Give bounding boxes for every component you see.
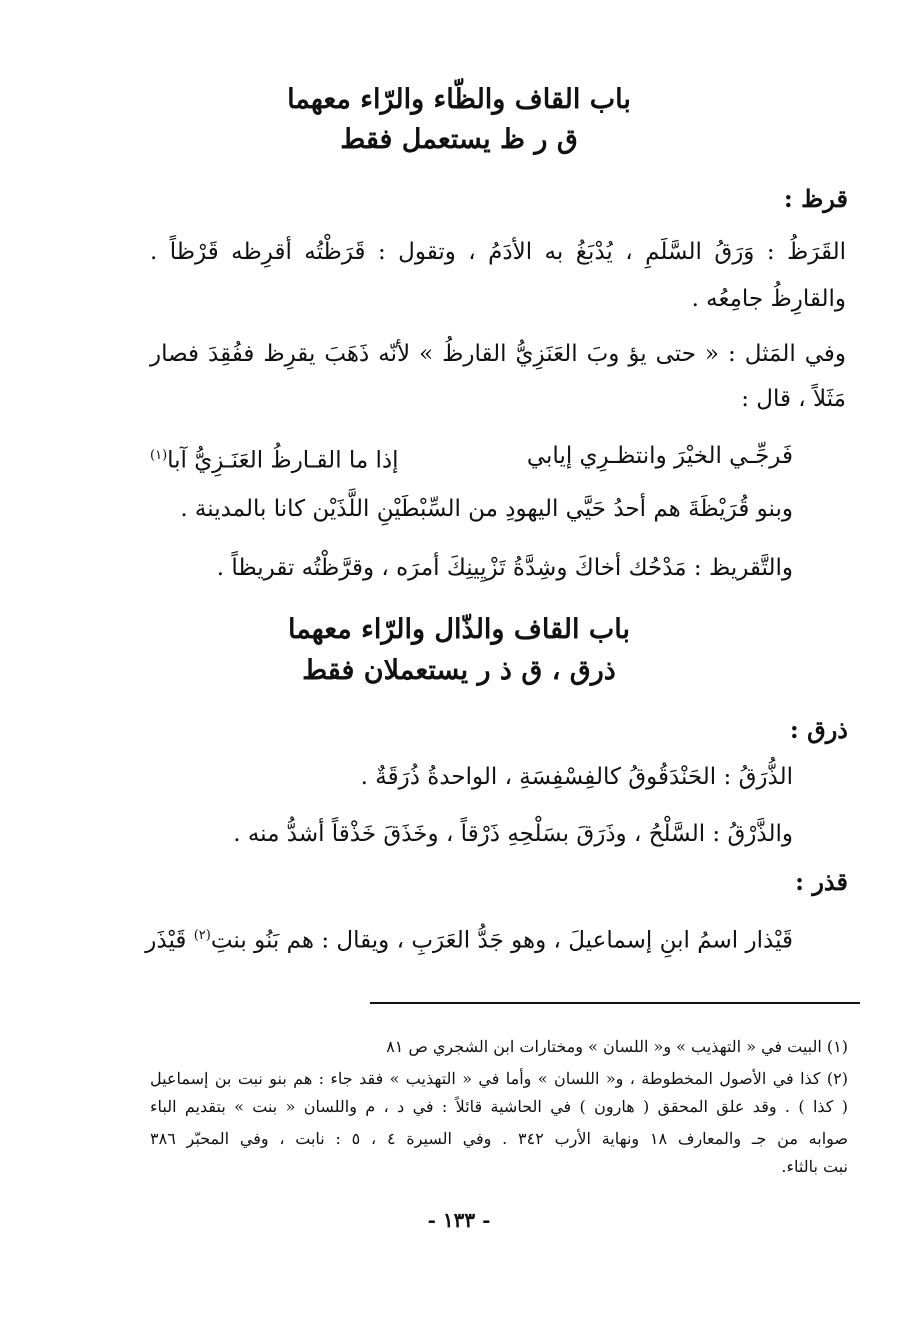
entry-qdhr-paragraph-1 [145, 920, 793, 957]
poetry-verse [150, 440, 793, 474]
verse-second-hemistich-text: إذا ما القـارظُ العَنَـزِيُّ آبا [167, 447, 399, 474]
page-number: - ١٣٣ - [427, 1208, 491, 1232]
entry-qdhr-text: قَيْذار اسمُ ابنِ إسماعيلَ ، وهو جَدُّ العَرَبِ ، ويقال : هم بَنُو بنتِ [210, 927, 793, 954]
verse-first-hemistich: فَرجِّـي الخيْرَ وانتظـرِي إيابي [526, 443, 793, 469]
entry-qrz-paragraph-2-line-2: مَثَلاً ، قال : [741, 386, 846, 412]
entry-headword-dhrq: ذرق : [789, 715, 848, 744]
chapter-subheading-1: ق ر ظ يستعمل فقط [340, 124, 578, 155]
entry-qdhr-continuation: قَيْذَر [145, 927, 187, 954]
footnote-2-line-3: صوابه من جـ والمعارف ١٨ ونهاية الأرب ٣٤٢ . وفي السيرة ٤ ، ٥ : نابت ، وفي المحبّر ٣٨٦ [150, 1129, 849, 1148]
entry-dhrq-paragraph-2: والذَّرْقُ : السَّلْحُ ، وذَرَقَ بسَلْحِهِ ذَرْقاً ، وخَذَقَ خَذْقاً أشدُّ منه . [233, 821, 793, 847]
footnote-2-line-1: (٢) كذا في الأصول المخطوطة ، و« اللسان » وأما في « التهذيب » فقد جاء : هم بنو نبت بن إسماعيل [150, 1069, 849, 1088]
chapter-heading-1: باب القاف والظّاء والرّاء معهما [287, 84, 631, 115]
footnote-1: (١) البيت في « التهذيب » و« اللسان » ومختارات ابن الشجري ص ٨١ [386, 1037, 848, 1056]
footnote-2-line-4: نبت بالثاء. [781, 1157, 848, 1176]
entry-dhrq-paragraph-1: الذُّرَقُ : الحَنْدَقُوقُ كالفِسْفِسَةِ ، الواحدةُ ذُرَقَةٌ . [360, 764, 793, 790]
chapter-subheading-2: ذرق ، ق ذ ر يستعملان فقط [302, 655, 616, 686]
verse-second-hemistich [150, 440, 399, 477]
entry-qrz-paragraph-1-line-2: والقارِظُ جامِعُه . [691, 286, 846, 312]
entry-qrz-paragraph-2-line-1: وفي المَثل : « حتى يؤ وبَ العَنَزِيُّ القارظُ » لأنّه ذَهَبَ يقرِظ ففُقِدَ فصار [150, 341, 846, 367]
entry-qrz-paragraph-3: وبنو قُرَيْظَةَ هم أحدُ حَيَّي اليهودِ من السِّبْطَيْنِ اللَّذَيْن كانا بالمدينة . [180, 496, 793, 522]
footnote-divider [370, 1002, 860, 1004]
chapter-heading-2: باب القاف والذّال والرّاء معهما [287, 614, 631, 645]
entry-qrz-paragraph-1-line-1: القَرَظُ : وَرَقُ السَّلَمِ ، يُدْبَغُ به الأدَمُ ، وتقول : قَرَظْتُه أقرِظه قَرْظاً . [150, 239, 846, 265]
entry-qrz-paragraph-4: والتَّقريظ : مَدْحُك أخاكَ وشِدَّةُ تَزْيِينِكَ أمرَه ، وقرَّظْتُه تقريظاً . [216, 555, 793, 581]
footnote-marker-2: (٢) [193, 928, 211, 943]
footnote-marker-1: (١) [150, 448, 168, 463]
entry-headword-qdhr: قذر : [795, 867, 848, 896]
footnote-2-line-2: ( كذا ) . وقد علق المحقق ( هارون ) في الحاشية قائلاً : في د ، م واللسان « بنت » بتقديم الباء [150, 1097, 848, 1116]
entry-headword-qrz: قرظ : [783, 184, 848, 213]
